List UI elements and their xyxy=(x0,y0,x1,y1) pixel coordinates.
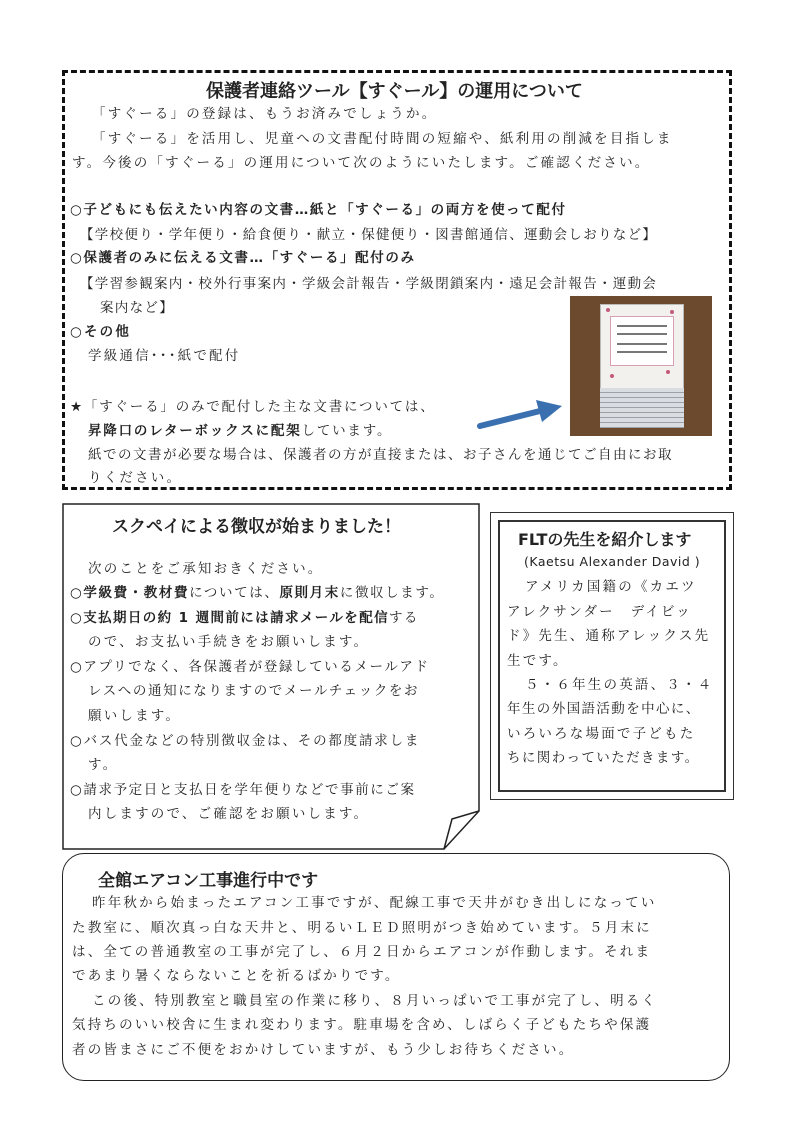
item-detail: 案内など】 xyxy=(100,300,174,316)
intro-line: アメリカ国籍の《カエツ xyxy=(525,579,697,595)
item-heading: ○その他 xyxy=(70,324,132,340)
lead-text: 次のことをご承知おきください。 xyxy=(88,561,324,577)
intro-line: ちに関わっていただきます。 xyxy=(507,750,700,766)
note-line: 紙での文書が必要な場合は、保護者の方が直接または、お子さんを通じてご自由にお取 xyxy=(88,447,673,463)
bullet-line: ○アプリでなく、各保護者が登録しているメールアド xyxy=(70,659,430,675)
body-line: は、全ての普通教室の工事が完了し、６月２日からエアコンが作動します。それま xyxy=(72,944,652,960)
intro-line: アレクサンダー デイビッ xyxy=(507,604,692,620)
bullet-line: 内しますので、ご確認をお願いします。 xyxy=(88,806,370,822)
bullet-line: ○支払期日の約 1 週間前には請求メールを配信する xyxy=(70,610,419,626)
body-line: 昨年秋から始まったエアコン工事ですが、配線工事で天井がむき出しになってい xyxy=(92,895,657,911)
section-title-flt: FLTの先生を紹介します xyxy=(518,530,692,549)
intro-line: ド》先生、通称アレックス先 xyxy=(507,628,711,644)
bullet-line: ○請求予定日と支払日を学年便りなどで事前にご案 xyxy=(70,782,416,798)
item-detail: 【学習参観案内・校外行事案内・学級会計報告・学級閉鎖案内・遠足会計報告・運動会 xyxy=(80,276,658,292)
intro-line: 「すぐーる」の登録は、もうお済みでしょうか。 xyxy=(92,106,438,122)
teacher-name: (Kaetsu Alexander David ) xyxy=(524,554,701,569)
bullet-line: ○バス代金などの特別徴収金は、その都度請求しま xyxy=(70,733,421,749)
intro-line: 生です。 xyxy=(507,653,569,669)
item-heading: ○子どもにも伝えたい内容の文書…紙と「すぐーる」の両方を使って配付 xyxy=(70,202,567,218)
bullet-line: 願いします。 xyxy=(88,708,182,724)
bullet-line: す。 xyxy=(88,757,119,773)
intro-line: す。今後の「すぐーる」の運用について次のようにいたします。ご確認ください。 xyxy=(72,155,651,171)
note-line: りください。 xyxy=(88,470,183,486)
bullet-line: レスへの通知になりますのでメールチェックをお xyxy=(88,683,420,699)
note-text: しています。 xyxy=(301,423,393,439)
item-heading: ○保護者のみに伝える文書…「すぐーる」配付のみ xyxy=(70,250,416,266)
note-line xyxy=(88,420,392,442)
arrow-icon xyxy=(476,398,564,432)
section-title-sukupei: スクペイによる徴収が始まりました！ xyxy=(112,517,401,537)
letterbox-photo xyxy=(570,296,712,436)
body-line: 者の皆まさにご不便をおかけしていますが、もう少しお待ちください。 xyxy=(72,1042,575,1058)
body-line: た教室に、順次真っ白な天井と、明るいＬＥＤ照明がつき始めています。５月末に xyxy=(72,920,652,936)
section-title-sugu-ru: 保護者連絡ツール【すぐール】の運用について xyxy=(206,81,583,102)
bullet-line: ので、お支払い手続きをお願いします。 xyxy=(88,634,370,650)
item-detail: 学級通信･･･紙で配付 xyxy=(88,348,241,364)
item-detail: 【学校便り・学年便り・給食便り・献立・保健便り・図書館通信、運動会しおりなど】 xyxy=(80,227,658,243)
note-line: ★「すぐーる」のみで配付した主な文書については、 xyxy=(70,399,436,415)
body-line: であまり暑くならないことを祈るばかりです。 xyxy=(72,968,401,984)
note-emphasis: 昇降口のレターボックスに配架 xyxy=(88,423,302,439)
intro-line: ５・６年生の英語、３・４ xyxy=(525,677,714,693)
intro-line: 年生の外国語活動を中心に、 xyxy=(507,701,701,717)
bullet-line: ○学級費・教材費については、原則月末に徴収します。 xyxy=(70,585,445,601)
section-title-aircon: 全館エアコン工事進行中です xyxy=(98,871,319,891)
body-line: この後、特別教室と職員室の作業に移り、８月いっぱいで工事が完了し、明るく xyxy=(92,993,658,1009)
intro-line: 「すぐーる」を活用し、児童への文書配付時間の短縮や、紙利用の削減を目指しま xyxy=(92,131,673,147)
intro-line: いろいろな場面で子どもた xyxy=(507,726,696,742)
body-line: 気持ちのいい校舎に生まれ変わります。駐車場を含め、しばらく子どもたちや保護 xyxy=(72,1017,652,1033)
